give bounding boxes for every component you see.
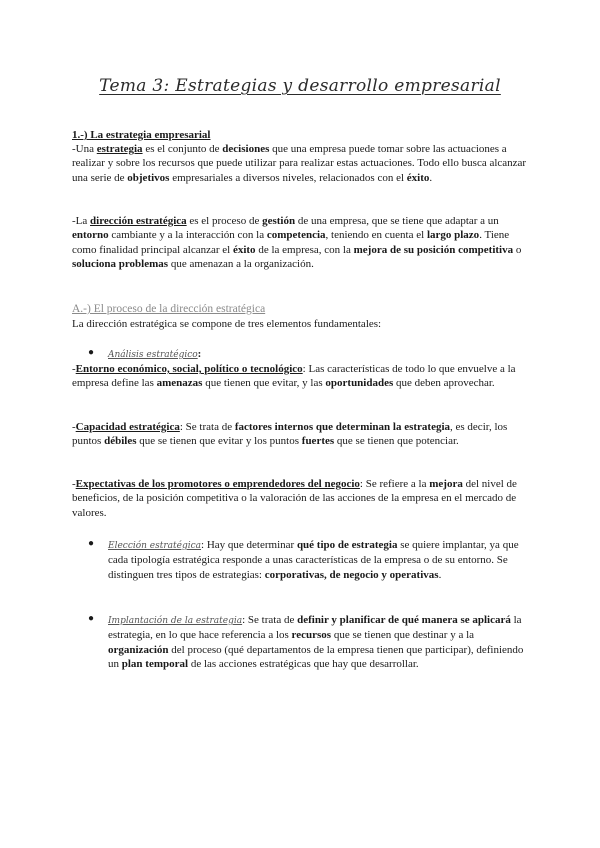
paragraph-entorno: -Entorno económico, social, político o tecnológico: Las características de todo lo que envuelve a la empresa define las amenazas que tienen que evitar, y las oportunidades que deben aprovechar. bbox=[72, 363, 516, 390]
subsection-intro: La dirección estratégica se compone de tres elementos fundamentales: bbox=[72, 318, 382, 330]
bullet-eleccion: Elección estratégica: Hay que determinar qué tipo de estrategia se quiere implantar, ya que cada tipología estratégica responde a unas características de la empresa o de su entorno. Se distinguen tres tipos de estrategias: corporativas, de negocio y operativas. bbox=[108, 539, 519, 581]
paragraph-estrategia: -Una estrategia es el conjunto de decisiones que una empresa puede tomar sobre las actuaciones a realizar y sobre los recursos que puede utilizar para realizar estas actuaciones. Todo ello busca alcanzar una serie de objetivos empresariales a diversos niveles, relacionados con el éxito. bbox=[72, 143, 527, 184]
page-title: Tema 3: Estrategias y desarrollo empresarial bbox=[99, 76, 501, 96]
bullet-icon: ● bbox=[88, 538, 95, 549]
section-heading: 1.-) La estrategia empresarial bbox=[72, 129, 211, 141]
bullet-analisis: Análisis estratégico: bbox=[108, 348, 202, 360]
paragraph-capacidad: -Capacidad estratégica: Se trata de factores internos que determinan la estrategia, es decir, los puntos débiles que se tienen que evitar y los puntos fuertes que se tienen que potenciar. bbox=[72, 421, 508, 448]
paragraph-expectativas: -Expectativas de los promotores o emprendedores del negocio: Se refiere a la mejora del nivel de beneficios, de la posición competitiva o la valoración de las acciones de la empresa en el mercado de valores. bbox=[72, 478, 517, 519]
subsection-heading: A.-) El proceso de la dirección estratégica bbox=[72, 303, 266, 315]
bullet-icon: ● bbox=[88, 347, 95, 358]
paragraph-direccion: -La dirección estratégica es el proceso de gestión de una empresa, que se tiene que adaptar a un entorno cambiante y a la interacción con la competencia, teniendo en cuenta el largo plazo. Tiene como finalidad principal alcanzar el éxito de la empresa, con la mejora de su posición competitiva o soluciona problemas que amenazan a la organización. bbox=[72, 215, 522, 271]
bullet-icon: ● bbox=[88, 613, 95, 624]
bullet-implantacion: Implantación de la estrategia: Se trata de definir y planificar de qué manera se aplicará la estrategia, en lo que hace referencia a los recursos que se tienen que destinar y a la organización del proceso (qué departamentos de la empresa tienen que participar), definiendo un plan temporal de las acciones estratégicas que hay que desarrollar. bbox=[108, 614, 524, 671]
